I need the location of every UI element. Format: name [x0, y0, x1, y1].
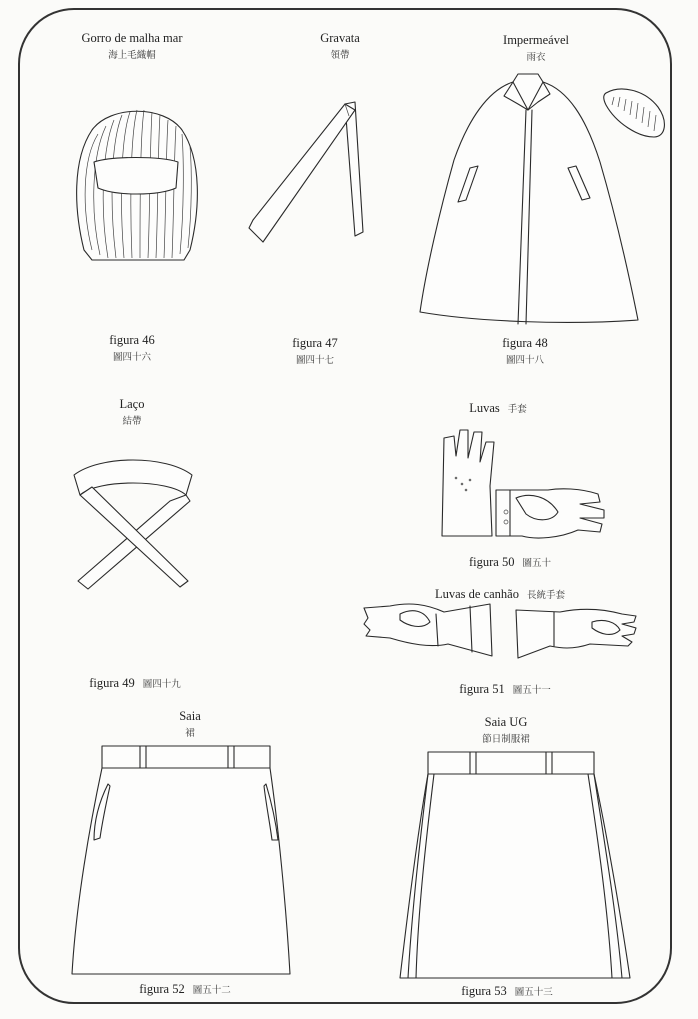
gorro-figure-cjk: 圖四十六 [112, 352, 151, 363]
rain-hat-illustration [600, 83, 670, 143]
saia-ug-title: Saia UG [484, 715, 528, 729]
saia-figure-line [110, 982, 260, 997]
gravata-figure-cjk: 圖四十七 [295, 355, 334, 366]
luvas-figure-line [430, 555, 590, 570]
gauntlet-gloves-illustration [360, 600, 640, 662]
luvas-title-line [418, 401, 578, 416]
luvas-figure-label: figura 50 [469, 555, 515, 569]
saia-figure-label: figura 52 [139, 982, 185, 996]
saia-ug-figure-line [432, 984, 582, 999]
laco-title: Laço [119, 397, 145, 411]
impermeavel-figure-label: figura 48 [502, 336, 548, 350]
impermeavel-title-cjk: 雨衣 [526, 52, 546, 63]
laco-title-cjk: 結帶 [122, 416, 142, 427]
gorro-title: Gorro de malha mar [81, 31, 183, 45]
laco-figure-line [60, 676, 210, 691]
tie-bow-illustration [70, 455, 195, 600]
balaclava-illustration [72, 100, 202, 265]
luvas-canhao-figure-label: figura 51 [459, 682, 505, 696]
saia-ug-figure-cjk: 圖五十三 [514, 987, 553, 998]
gorro-title-cjk: 海上毛織帽 [108, 50, 156, 61]
saia-title-cjk: 裙 [185, 728, 195, 739]
luvas-canhao-title: Luvas de canhão [434, 587, 519, 601]
saia-figure-cjk: 圖五十二 [192, 985, 231, 996]
ceremonial-skirt-illustration [398, 750, 638, 982]
luvas-canhao-figure-line [425, 682, 585, 697]
impermeavel-figure-cjk: 圖四十八 [505, 355, 544, 366]
necktie-illustration [245, 98, 370, 248]
gloves-illustration [440, 426, 610, 546]
impermeavel-title: Impermeável [503, 33, 569, 47]
luvas-canhao-figure-cjk: 圖五十一 [512, 685, 551, 696]
laco-figure-label: figura 49 [89, 676, 135, 690]
skirt-illustration [68, 744, 298, 979]
luvas-title-cjk: 手套 [507, 404, 527, 415]
saia-ug-figure-label: figura 53 [461, 984, 507, 998]
luvas-canhao-title-cjk: 長統手套 [526, 590, 565, 601]
gravata-title-cjk: 領帶 [330, 50, 350, 61]
gravata-figure-label: figura 47 [292, 336, 338, 350]
gravata-title: Gravata [320, 31, 360, 45]
saia-ug-title-cjk: 節日制服裙 [482, 734, 530, 745]
luvas-figure-cjk: 圖五十 [522, 558, 551, 569]
gorro-figure-label: figura 46 [109, 333, 155, 347]
saia-title: Saia [179, 709, 201, 723]
laco-figure-cjk: 圖四十九 [142, 679, 181, 690]
luvas-title: Luvas [469, 401, 500, 415]
